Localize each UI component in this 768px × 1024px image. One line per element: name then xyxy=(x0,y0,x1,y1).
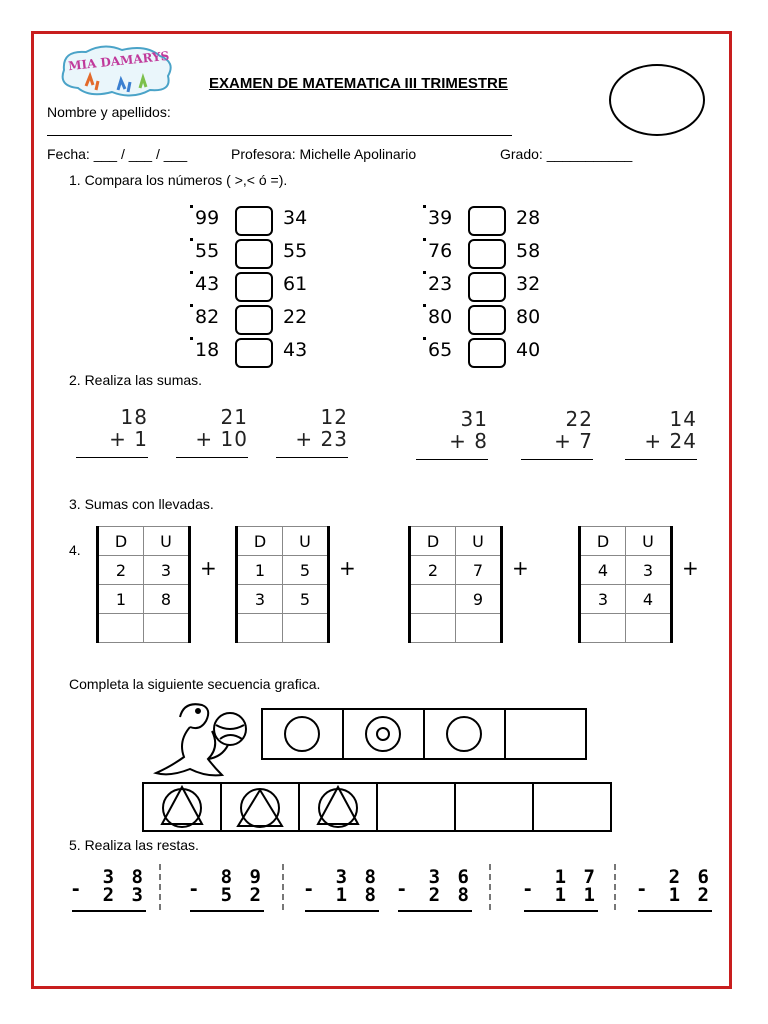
teacher-label: Profesora: Michelle Apolinario xyxy=(231,146,417,162)
du-answer-cell[interactable] xyxy=(626,614,672,643)
tick-mark xyxy=(423,337,426,340)
compare-right-number: 61 xyxy=(283,273,308,295)
minus-sign: - xyxy=(303,878,318,900)
sub-bottom: 2 8 xyxy=(428,884,472,906)
section2-title: 2. Realiza las sumas. xyxy=(69,372,203,388)
sum-problem[interactable] xyxy=(416,407,488,460)
sum-top: 22 xyxy=(565,407,593,431)
sum-bottom: + 8 xyxy=(449,429,488,453)
sub-top: 3 8 xyxy=(335,866,379,888)
du-digit: 5 xyxy=(283,556,329,585)
compare-right-number: 43 xyxy=(283,339,308,361)
grade-circle xyxy=(609,64,705,136)
sequence-title: Completa la siguiente secuencia grafica. xyxy=(69,676,321,692)
compare-left-number: 76 xyxy=(428,240,453,262)
sequence-cell xyxy=(220,782,300,832)
minus-sign: - xyxy=(70,878,85,900)
du-answer-cell[interactable] xyxy=(410,614,456,643)
sum-line xyxy=(176,457,248,458)
compare-left-number: 43 xyxy=(195,273,220,295)
compare-answer-box[interactable] xyxy=(468,338,506,368)
compare-right-number: 58 xyxy=(516,240,541,262)
compare-answer-box[interactable] xyxy=(235,338,273,368)
sum-top: 21 xyxy=(220,405,248,429)
plus-sign: + xyxy=(200,556,217,580)
du-header: U xyxy=(626,527,672,556)
compare-left-number: 23 xyxy=(428,273,453,295)
compare-answer-box[interactable] xyxy=(235,272,273,302)
sub-bottom: 1 1 xyxy=(554,884,598,906)
du-digit: 3 xyxy=(580,585,626,614)
section5-title: 5. Realiza las restas. xyxy=(69,837,199,853)
divider xyxy=(282,864,284,910)
du-header: U xyxy=(283,527,329,556)
du-digit: 2 xyxy=(98,556,144,585)
du-answer-cell[interactable] xyxy=(144,614,190,643)
tick-mark xyxy=(423,271,426,274)
sum-top: 18 xyxy=(120,405,148,429)
compare-left-number: 55 xyxy=(195,240,220,262)
subtraction-problem[interactable] xyxy=(190,868,264,912)
subtraction-problem[interactable] xyxy=(72,868,146,912)
sum-top: 12 xyxy=(320,405,348,429)
sum-bottom: + 10 xyxy=(195,427,248,451)
du-digit: 5 xyxy=(283,585,329,614)
sub-line xyxy=(72,910,146,912)
sum-line xyxy=(521,459,593,460)
tick-mark xyxy=(190,205,193,208)
du-table xyxy=(96,526,191,643)
plus-sign: + xyxy=(512,556,529,580)
date-label: Fecha: ___ / ___ / ___ xyxy=(47,146,188,162)
sum-bottom: + 1 xyxy=(109,427,148,451)
du-header: D xyxy=(98,527,144,556)
sub-line xyxy=(398,910,472,912)
du-digit: 1 xyxy=(237,556,283,585)
sub-top: 2 6 xyxy=(668,866,712,888)
minus-sign: - xyxy=(522,878,537,900)
sum-line xyxy=(416,459,488,460)
compare-right-number: 28 xyxy=(516,207,541,229)
du-header: D xyxy=(580,527,626,556)
du-header: U xyxy=(144,527,190,556)
tick-mark xyxy=(190,271,193,274)
divider xyxy=(489,864,491,910)
sub-bottom: 2 3 xyxy=(102,884,146,906)
compare-answer-box[interactable] xyxy=(468,272,506,302)
du-digit: 3 xyxy=(626,556,672,585)
sub-bottom: 1 8 xyxy=(335,884,379,906)
compare-answer-box[interactable] xyxy=(468,239,506,269)
name-line[interactable] xyxy=(47,135,512,136)
compare-right-number: 32 xyxy=(516,273,541,295)
grade-label: Grado: ___________ xyxy=(500,146,633,162)
section3-title: 3. Sumas con llevadas. xyxy=(69,496,214,512)
du-header: D xyxy=(237,527,283,556)
section1-title: 1. Compara los números ( >,< ó =). xyxy=(69,172,288,188)
subtraction-problem[interactable] xyxy=(305,868,379,912)
page-title: EXAMEN DE MATEMATICA III TRIMESTRE xyxy=(209,75,508,92)
du-digit: 3 xyxy=(237,585,283,614)
item4-label: 4. xyxy=(69,542,81,558)
sum-line xyxy=(76,457,148,458)
sequence-empty-cell[interactable] xyxy=(454,782,534,832)
plus-sign: + xyxy=(682,556,699,580)
du-answer-cell[interactable] xyxy=(98,614,144,643)
compare-left-number: 65 xyxy=(428,339,453,361)
sum-problem[interactable] xyxy=(76,405,148,458)
du-table xyxy=(578,526,673,643)
sum-problem[interactable] xyxy=(521,407,593,460)
sub-line xyxy=(190,910,264,912)
compare-answer-box[interactable] xyxy=(235,305,273,335)
subtraction-problem[interactable] xyxy=(398,868,472,912)
divider xyxy=(159,864,161,910)
compare-left-number: 99 xyxy=(195,207,220,229)
sum-problem[interactable] xyxy=(176,405,248,458)
sub-top: 3 6 xyxy=(428,866,472,888)
sub-top: 3 8 xyxy=(102,866,146,888)
du-digit: 7 xyxy=(456,556,502,585)
subtraction-problem[interactable] xyxy=(524,868,598,912)
compare-left-number: 80 xyxy=(428,306,453,328)
compare-right-number: 22 xyxy=(283,306,308,328)
sum-top: 31 xyxy=(460,407,488,431)
logo-text: MIA DAMARYS xyxy=(67,48,170,74)
compare-left-number: 39 xyxy=(428,207,453,229)
sub-line xyxy=(524,910,598,912)
sequence-empty-cell[interactable] xyxy=(376,782,456,832)
sequence-cell xyxy=(142,782,222,832)
sequence-cell xyxy=(298,782,378,832)
sub-top: 8 9 xyxy=(220,866,264,888)
divider xyxy=(614,864,616,910)
sequence-cell xyxy=(342,708,425,760)
compare-right-number: 34 xyxy=(283,207,308,229)
du-header: U xyxy=(456,527,502,556)
logo xyxy=(56,40,178,102)
sequence-empty-cell[interactable] xyxy=(532,782,612,832)
minus-sign: - xyxy=(188,878,203,900)
du-digit: 2 xyxy=(410,556,456,585)
du-answer-cell[interactable] xyxy=(237,614,283,643)
minus-sign: - xyxy=(636,878,651,900)
du-digit: 3 xyxy=(144,556,190,585)
sum-line xyxy=(625,459,697,460)
du-table xyxy=(235,526,330,643)
tick-mark xyxy=(190,304,193,307)
tick-mark xyxy=(423,238,426,241)
du-digit: 8 xyxy=(144,585,190,614)
du-answer-cell[interactable] xyxy=(580,614,626,643)
compare-answer-box[interactable] xyxy=(235,239,273,269)
compare-answer-box[interactable] xyxy=(468,305,506,335)
sum-problem[interactable] xyxy=(625,407,697,460)
du-answer-cell[interactable] xyxy=(456,614,502,643)
du-table xyxy=(408,526,503,643)
sub-bottom: 5 2 xyxy=(220,884,264,906)
compare-right-number: 40 xyxy=(516,339,541,361)
sub-line xyxy=(305,910,379,912)
compare-answer-box[interactable] xyxy=(235,206,273,236)
sum-line xyxy=(276,457,348,458)
sub-top: 1 7 xyxy=(554,866,598,888)
plus-sign: + xyxy=(339,556,356,580)
du-digit: 4 xyxy=(580,556,626,585)
compare-answer-box[interactable] xyxy=(468,206,506,236)
sub-bottom: 1 2 xyxy=(668,884,712,906)
sum-bottom: + 23 xyxy=(295,427,348,451)
sequence-cell xyxy=(423,708,506,760)
tick-mark xyxy=(190,337,193,340)
sum-bottom: + 24 xyxy=(644,429,697,453)
tick-mark xyxy=(423,304,426,307)
compare-right-number: 55 xyxy=(283,240,308,262)
sequence-empty-cell[interactable] xyxy=(504,708,587,760)
subtraction-problem[interactable] xyxy=(638,868,712,912)
compare-left-number: 82 xyxy=(195,306,220,328)
tick-mark xyxy=(423,205,426,208)
sequence-cell xyxy=(261,708,344,760)
du-digit: 4 xyxy=(626,585,672,614)
du-answer-cell[interactable] xyxy=(283,614,329,643)
du-digit: 9 xyxy=(456,585,502,614)
sub-line xyxy=(638,910,712,912)
sum-bottom: + 7 xyxy=(554,429,593,453)
du-digit: 1 xyxy=(98,585,144,614)
compare-right-number: 80 xyxy=(516,306,541,328)
seal-illustration xyxy=(150,697,258,781)
tick-mark xyxy=(190,238,193,241)
name-label: Nombre y apellidos: xyxy=(47,104,171,120)
compare-left-number: 18 xyxy=(195,339,220,361)
sum-problem[interactable] xyxy=(276,405,348,458)
sum-top: 14 xyxy=(669,407,697,431)
du-header: D xyxy=(410,527,456,556)
du-digit xyxy=(410,585,456,614)
minus-sign: - xyxy=(396,878,411,900)
